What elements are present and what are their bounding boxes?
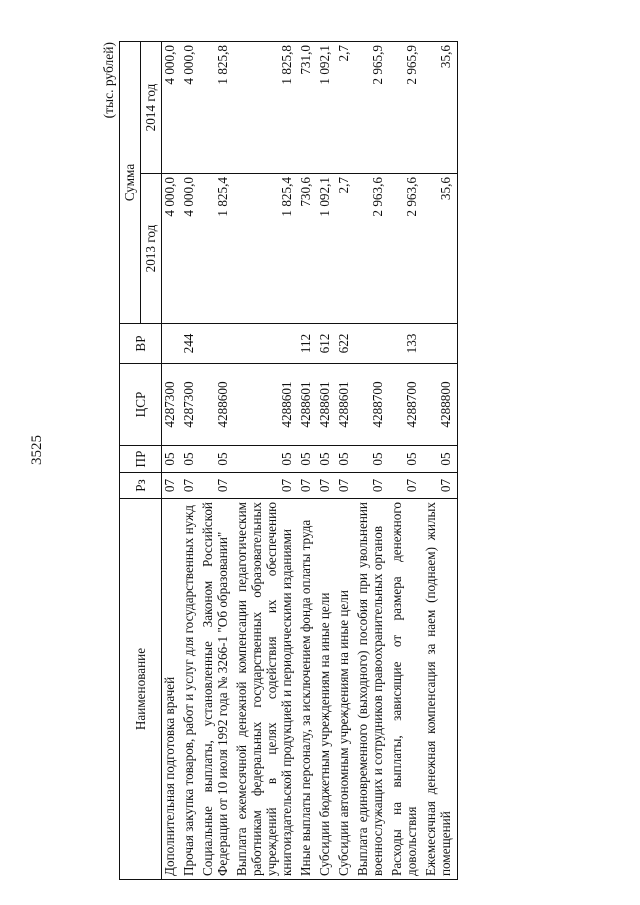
- row-csr: 4287300: [181, 364, 200, 446]
- header-2014: 2014 год: [141, 42, 162, 174]
- row-pr: 05: [162, 446, 182, 473]
- row-vr: [355, 324, 389, 364]
- row-csr: 4288601: [234, 364, 298, 446]
- row-2013: 35,6: [423, 174, 458, 324]
- row-2013: 1 825,4: [234, 174, 298, 324]
- row-2014: 1 825,8: [234, 42, 298, 174]
- row-vr: 244: [181, 324, 200, 364]
- row-csr: 4287300: [162, 364, 182, 446]
- header-name: Наименование: [120, 499, 162, 880]
- row-pr: 05: [355, 446, 389, 473]
- row-name: Расходы на выплаты, зависящие от размера денежного довольствия: [389, 499, 423, 880]
- row-csr: 4288700: [389, 364, 423, 446]
- row-pr: 05: [298, 446, 317, 473]
- row-pr: 05: [181, 446, 200, 473]
- row-2013: 2 963,6: [389, 174, 423, 324]
- row-2014: 2,7: [336, 42, 355, 174]
- row-rz: 07: [317, 473, 336, 499]
- row-2013: 1 092,1: [317, 174, 336, 324]
- table-row: [355, 42, 389, 880]
- row-name: Прочая закупка товаров, работ и услуг для государственных нужд: [181, 499, 200, 880]
- row-name: Ежемесячная денежная компенсация за наем (поднаем) жилых помещений: [423, 499, 458, 880]
- row-rz: 07: [389, 473, 423, 499]
- table-row: [181, 42, 200, 880]
- row-csr: 4288601: [317, 364, 336, 446]
- row-csr: 4288601: [298, 364, 317, 446]
- row-name: Дополнительная подготовка врачей: [162, 499, 182, 880]
- row-2013: 1 825,4: [200, 174, 234, 324]
- row-rz: 07: [181, 473, 200, 499]
- row-vr: [234, 324, 298, 364]
- row-pr: 05: [336, 446, 355, 473]
- row-csr: 4288700: [355, 364, 389, 446]
- row-csr: 4288800: [423, 364, 458, 446]
- row-2014: 1 825,8: [200, 42, 234, 174]
- row-2014: 2 965,9: [389, 42, 423, 174]
- row-pr: 05: [200, 446, 234, 473]
- row-vr: [200, 324, 234, 364]
- table-row: [336, 42, 355, 880]
- row-name: Социальные выплаты, установленные Законом Российской Федерации от 10 июля 1992 года № 3266-1 "Об образовании": [200, 499, 234, 880]
- row-2013: 2 963,6: [355, 174, 389, 324]
- row-vr: 622: [336, 324, 355, 364]
- header-pr: ПР: [120, 446, 162, 473]
- table-row: [234, 42, 298, 880]
- row-vr: 133: [389, 324, 423, 364]
- row-name: Субсидии бюджетным учреждениям на иные цели: [317, 499, 336, 880]
- row-pr: 05: [423, 446, 458, 473]
- rotated-document-page: [95, 40, 640, 880]
- row-2014: 35,6: [423, 42, 458, 174]
- row-rz: 07: [423, 473, 458, 499]
- row-2013: 4 000,0: [162, 174, 182, 324]
- row-name: Субсидии автономным учреждениям на иные цели: [336, 499, 355, 880]
- row-pr: 05: [234, 446, 298, 473]
- row-vr: [423, 324, 458, 364]
- header-2013: 2013 год: [141, 174, 162, 324]
- row-2014: 4 000,0: [181, 42, 200, 174]
- row-2013: 2,7: [336, 174, 355, 324]
- row-pr: 05: [317, 446, 336, 473]
- row-name: Выплата ежемесячной денежной компенсации педагогическим работникам федеральных государственных образовательных учреждений в целях содействия их обеспечению книгоиздательской продукцией и периодическими изданиями: [234, 499, 298, 880]
- row-2013: 730,6: [298, 174, 317, 324]
- header-rz: Рз: [120, 473, 162, 499]
- row-rz: 07: [336, 473, 355, 499]
- table-row: [298, 42, 317, 880]
- row-rz: 07: [298, 473, 317, 499]
- budget-table: [119, 41, 458, 880]
- row-csr: 4288601: [336, 364, 355, 446]
- table-header: [120, 42, 162, 880]
- header-sum: Сумма: [120, 42, 141, 324]
- row-rz: 07: [162, 473, 182, 499]
- row-csr: 4288600: [200, 364, 234, 446]
- table-row: [389, 42, 423, 880]
- table-row: [423, 42, 458, 880]
- row-2014: 2 965,9: [355, 42, 389, 174]
- row-2013: 4 000,0: [181, 174, 200, 324]
- page-number: 3525: [29, 435, 45, 465]
- row-rz: 07: [234, 473, 298, 499]
- row-rz: 07: [200, 473, 234, 499]
- row-name: Выплата единовременного (выходного) пособия при увольнении военнослужащих и сотрудников правоохранительных органов: [355, 499, 389, 880]
- row-2014: 731,0: [298, 42, 317, 174]
- table-body: [162, 42, 458, 880]
- header-csr: ЦСР: [120, 364, 162, 446]
- row-2014: 4 000,0: [162, 42, 182, 174]
- table-row: [162, 42, 182, 880]
- row-vr: 612: [317, 324, 336, 364]
- row-pr: 05: [389, 446, 423, 473]
- row-vr: [162, 324, 182, 364]
- units-label: (тыс. рублей): [101, 42, 116, 119]
- row-2014: 1 092,1: [317, 42, 336, 174]
- table-row: [200, 42, 234, 880]
- row-name: Иные выплаты персоналу, за исключением фонда оплаты труда: [298, 499, 317, 880]
- row-vr: 112: [298, 324, 317, 364]
- table-row: [317, 42, 336, 880]
- header-vr: ВР: [120, 324, 162, 364]
- row-rz: 07: [355, 473, 389, 499]
